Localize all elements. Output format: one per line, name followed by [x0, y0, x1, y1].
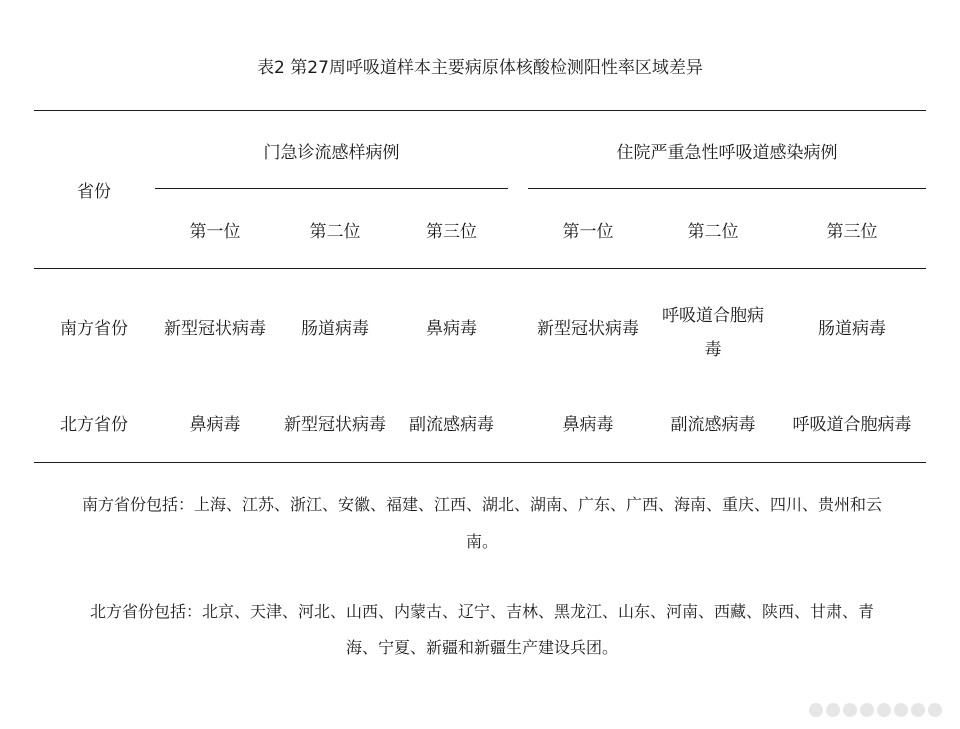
rank-header-4: 第一位 — [562, 222, 614, 242]
rank-header-2: 第二位 — [309, 222, 361, 242]
inpatient-group-rule — [528, 188, 926, 189]
north-provinces-note-line2: 海、宁夏、新疆和新疆生产建设兵团。 — [345, 638, 618, 657]
table-title: 表2 第27周呼吸道样本主要病原体核酸检测阳性率区域差异 — [257, 58, 703, 78]
rank-header-5: 第二位 — [687, 222, 739, 242]
outpatient-group-rule — [155, 188, 508, 189]
table-cell: 呼吸道合胞病毒 — [792, 415, 912, 435]
inpatient-group-header: 住院严重急性呼吸道感染病例 — [616, 143, 838, 163]
table-cell: 新型冠状病毒 — [284, 415, 386, 435]
south-provinces-note-line2: 南。 — [465, 532, 498, 551]
region-north: 北方省份 — [60, 415, 128, 435]
table-cell: 鼻病毒 — [562, 415, 614, 435]
table-cell: 鼻病毒 — [426, 319, 477, 339]
table-cell: 新型冠状病毒 — [537, 319, 639, 339]
header-bottom-rule — [34, 268, 926, 269]
south-provinces-note-line1: 南方省份包括：上海、江苏、浙江、安徽、福建、江西、湖北、湖南、广东、广西、海南、重庆、四川、贵州和云 — [81, 495, 882, 514]
table-cell: 新型冠状病毒 — [164, 319, 266, 339]
north-provinces-note-line1: 北方省份包括：北京、天津、河北、山西、内蒙古、辽宁、吉林、黑龙江、山东、河南、西藏、陕西、甘肃、青 — [89, 602, 874, 621]
table-cell: 副流感病毒 — [409, 415, 494, 435]
table-cell: 呼吸道合胞病毒 — [662, 306, 764, 360]
outpatient-group-header: 门急诊流感样病例 — [263, 143, 400, 163]
rank-header-6: 第三位 — [826, 222, 878, 242]
table-top-rule — [34, 110, 926, 111]
watermark-dots — [809, 703, 942, 717]
table-cell: 肠道病毒 — [301, 319, 369, 339]
rank-header-1: 第一位 — [189, 222, 241, 242]
region-south: 南方省份 — [60, 319, 128, 339]
table-bottom-rule — [34, 462, 926, 463]
table-cell: 鼻病毒 — [189, 415, 241, 435]
table-cell: 肠道病毒 — [818, 319, 886, 339]
rank-header-3: 第三位 — [426, 222, 477, 242]
table-cell: 副流感病毒 — [670, 415, 756, 435]
province-column-header: 省份 — [77, 182, 111, 202]
